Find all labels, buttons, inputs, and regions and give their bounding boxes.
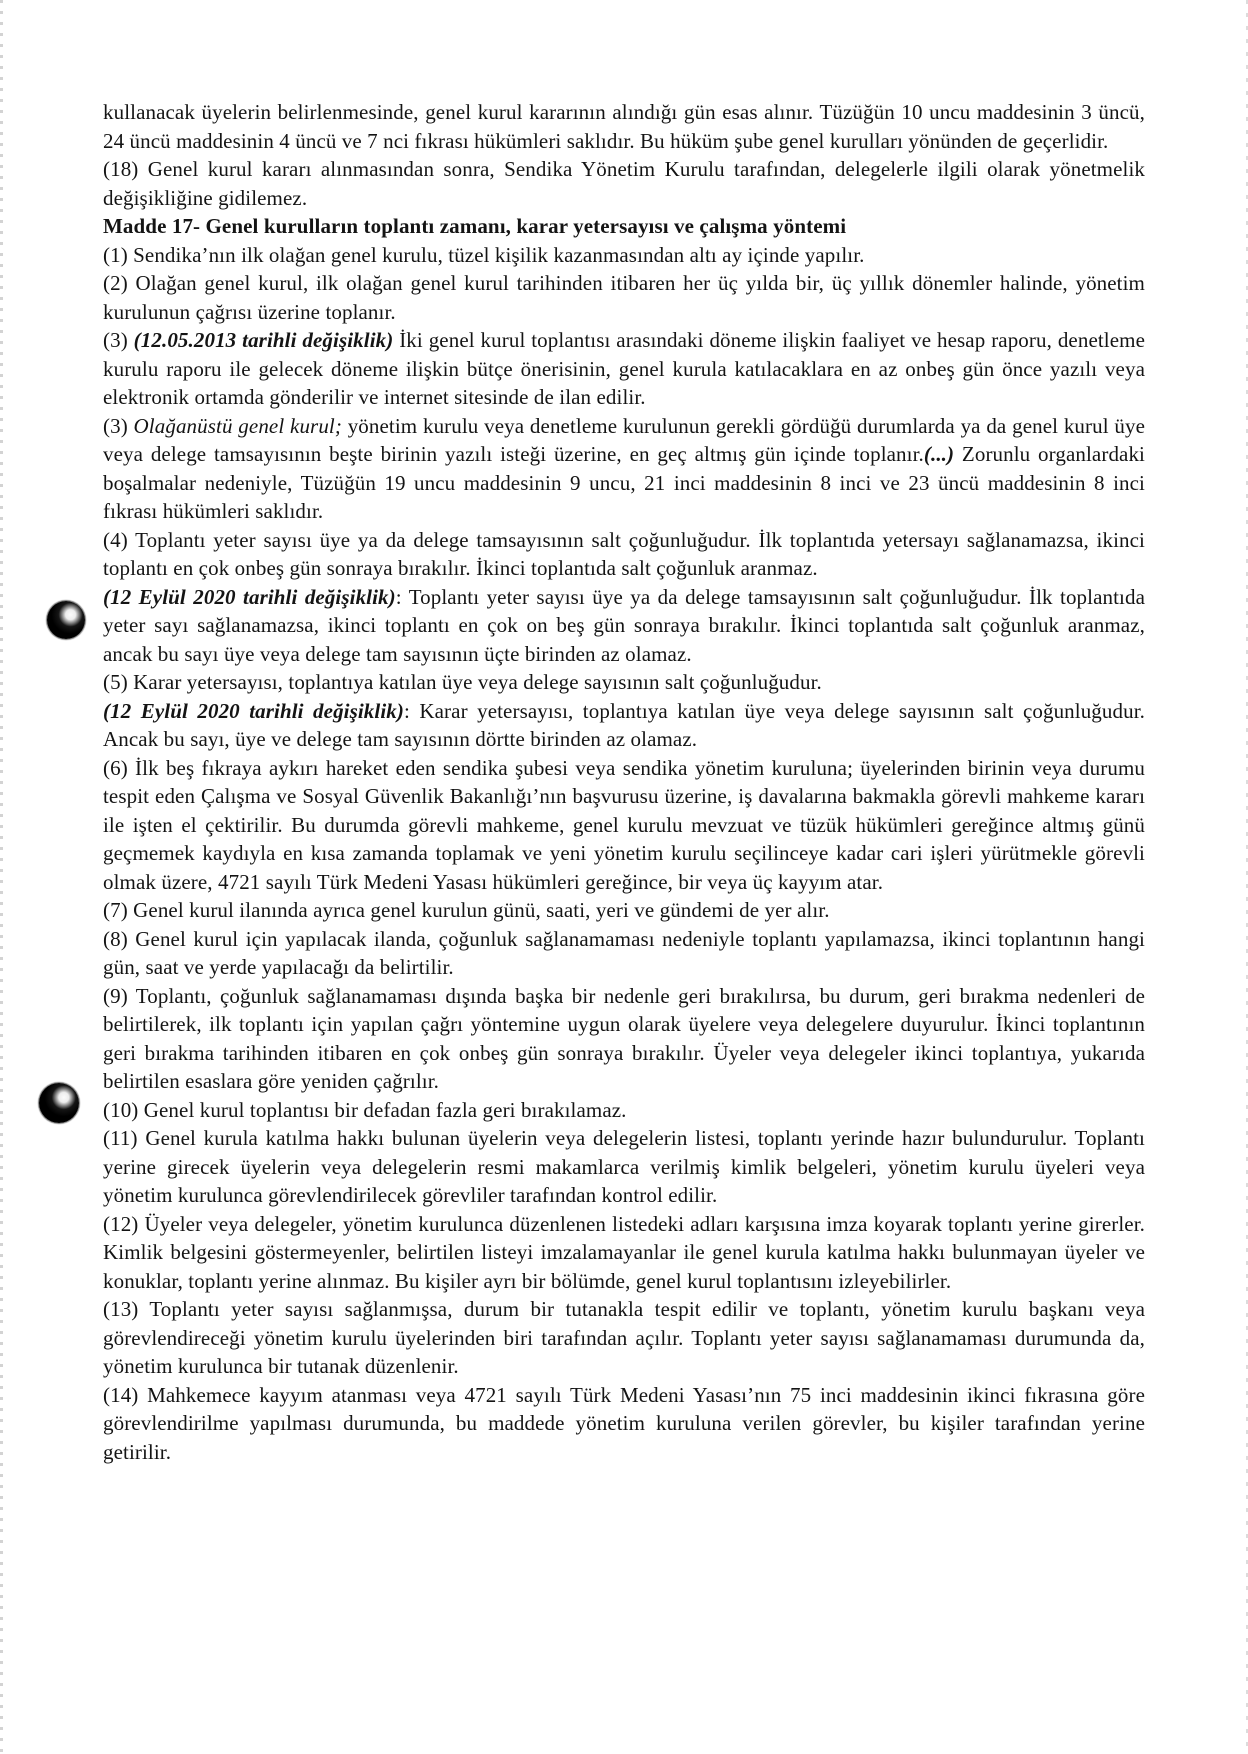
paragraph xyxy=(103,1124,1145,1210)
paragraph xyxy=(103,697,1145,754)
paragraph xyxy=(103,1381,1145,1467)
text-segment: (11) Genel kurula katılma hakkı bulunan üyelerin veya delegelerin listesi, toplantı yerinde hazır bulundurulur. Toplantı yerine girecek üyelerin veya delegelerin resmi makamlarca verilmiş kimlik belgeleri, yönetim kurulu üyeleri veya yönetim kurulunca görevlendirilecek görevliler tarafından kontrol edilir. xyxy=(103,1126,1145,1207)
text-segment: (12 Eylül 2020 tarihli değişiklik) xyxy=(103,584,396,609)
text-segment: kullanacak üyelerin belirlenmesinde, genel kurul kararının alındığı gün esas alınır. Tüzüğün 10 uncu maddesinin 3 üncü, 24 üncü maddesinin 4 üncü ve 7 nci fıkrası hükümleri saklıdır. Bu hüküm şube genel kurulları yönünden de geçerlidir. xyxy=(103,100,1145,153)
text-segment: Olağanüstü genel kurul; xyxy=(133,413,342,438)
text-segment: (6) İlk beş fıkraya aykırı hareket eden sendika şubesi veya sendika yönetim kuruluna; üyelerinden birinin veya durumu tespit eden Çalışma ve Sosyal Güvenlik Bakanlığı’nın başvurusu üzerine, iş davalarına bakmakla görevli mahkeme kararı ile işten el çektirilir. Bu durumda görevli mahkeme, genel kurulu mevzuat ve tüzük hükümleri gereğince altmış günü geçmemek kaydıyla en kısa zamanda toplamak ve yeni yönetim kurulu seçilinceye kadar cari işleri yürütmekle görevli olmak üzere, 4721 sayılı Türk Medeni Yasası hükümleri gereğince, bir veya üç kayyım atar. xyxy=(103,755,1145,894)
text-segment: (9) Toplantı, çoğunluk sağlanamaması dışında başka bir nedenle geri bırakılırsa, bu durum, geri bırakma nedenleri de belirtilerek, ilk toplantı için yapılan çağrı yöntemine uygun olarak üyelere veya delegelere duyurulur. İkinci toplantının geri bırakma tarihinden itibaren en çok onbeş gün sonraya bırakılır. Üyeler veya delegeler ikinci toplantıya, yukarıda belirtilen esaslara göre yeniden çağrılır. xyxy=(103,983,1145,1093)
paragraph xyxy=(103,526,1145,583)
paragraph xyxy=(103,241,1145,270)
paragraph xyxy=(103,668,1145,697)
text-segment: (3) xyxy=(103,413,134,438)
paragraph xyxy=(103,583,1145,669)
text-segment: (8) Genel kurul için yapılacak ilanda, çoğunluk sağlanamaması nedeniyle toplantı yapılamazsa, ikinci toplantının hangi gün, saat ve yerde yapılacağı da belirtilir. xyxy=(103,926,1145,979)
text-segment: (...) xyxy=(923,442,955,466)
text-segment: İki genel kurul toplantısı arasındaki döneme ilişkin faaliyet ve hesap raporu, denetleme kurulu raporu ile gelecek döneme ilişkin bütçe önerisinin, genel kurula katılacaklara en az onbeş gün önce yazılı veya elektronik ortamda gönderilir ve internet sitesinde de ilan edilir. xyxy=(103,328,1146,409)
text-segment: (10) Genel kurul toplantısı bir defadan fazla geri bırakılamaz. xyxy=(103,1097,627,1122)
text-segment: (12 Eylül 2020 tarihli değişiklik) xyxy=(103,698,404,723)
text-segment: (12.05.2013 tarihli değişiklik) xyxy=(133,328,394,352)
paragraph xyxy=(103,269,1145,326)
paragraph xyxy=(103,212,1145,241)
paragraph xyxy=(103,155,1145,212)
text-segment: Zorunlu organlardaki boşalmalar nedeniyle, Tüzüğün 19 uncu maddesinin 9 uncu, 21 inci maddesinin 8 inci ve 23 üncü maddesinin 8 inci fıkrası hükümleri saklıdır. xyxy=(103,442,1145,523)
paragraph xyxy=(103,925,1145,982)
text-segment: yönetim kurulu veya denetleme kurulunun gerekli gördüğü durumlarda ya da genel kurul üye veya delege tamsayısının beşte birinin yazılı isteği üzerine, en geç altmış gün içinde toplanır. xyxy=(103,413,1146,466)
hole-punch-mark xyxy=(39,1083,79,1123)
text-segment: (12) Üyeler veya delegeler, yönetim kurulunca düzenlenen listedeki adları karşısına imza koyarak toplantı yerine girerler. Kimlik belgesini göstermeyenler, belirtilen listeyi imzalamayanlar ile genel kurula katılma hakkı bulunmayan üyeler ve konuklar, toplantı yerine alınmaz. Bu kişiler ayrı bir bölümde, genel kurul toplantısını izleyebilirler. xyxy=(103,1211,1145,1293)
text-segment: (1) Sendika’nın ilk olağan genel kurulu, tüzel kişilik kazanmasından altı ay içinde yapılır. xyxy=(103,242,865,267)
text-segment: (7) Genel kurul ilanında ayrıca genel kurulun günü, saati, yeri ve gündemi de yer alır. xyxy=(103,898,830,922)
document-body xyxy=(103,98,1145,1466)
paragraph xyxy=(103,754,1145,897)
hole-punch-mark xyxy=(47,601,85,639)
text-segment: (5) Karar yetersayısı, toplantıya katılan üye veya delege sayısının salt çoğunluğudur. xyxy=(103,670,822,694)
paragraph xyxy=(103,326,1145,412)
text-segment: (4) Toplantı yeter sayısı üye ya da delege tamsayısının salt çoğunluğudur. İlk toplantıda yetersayı sağlanamazsa, ikinci toplantı en çok onbeş gün sonraya bırakılır. İkinci toplantıda salt çoğunluk aranmaz. xyxy=(103,527,1145,580)
text-segment: : Toplantı yeter sayısı üye ya da delege tamsayısının salt çoğunluğudur. İlk toplantıda yeter sayı sağlanamazsa, ikinci toplantı en çok on beş gün sonraya bırakılır. İkinci toplantıda salt çoğunluk aranmaz, ancak bu sayı üye veya delege tam sayısının üçte birinden az olamaz. xyxy=(103,584,1145,666)
paragraph xyxy=(103,1295,1145,1381)
scan-edge-left xyxy=(0,0,3,1754)
text-segment: (13) Toplantı yeter sayısı sağlanmışsa, durum bir tutanakla tespit edilir ve toplantı, yönetim kurulu başkanı veya görevlendireceği yönetim kurulu üyelerinden biri tarafından açılır. Toplantı yeter sayısı sağlanamaması durumunda da, yönetim kurulunca bir tutanak düzenlenir. xyxy=(103,1297,1145,1378)
text-segment: (2) Olağan genel kurul, ilk olağan genel kurul tarihinden itibaren her üç yılda bir, üç yıllık dönemler halinde, yönetim kurulunun çağrısı üzerine toplanır. xyxy=(103,271,1145,324)
paragraph xyxy=(103,1210,1145,1296)
paragraph xyxy=(103,982,1145,1096)
text-segment: (14) Mahkemece kayyım atanması veya 4721 sayılı Türk Medeni Yasası’nın 75 inci maddesinin ikinci fıkrasına göre görevlendirilme yapılması durumunda, bu maddede yönetim kuruluna verilen görevler, bu kişiler tarafından yerine getirilir. xyxy=(103,1382,1145,1464)
text-segment: Madde 17- Genel kurulların toplantı zamanı, karar yetersayısı ve çalışma yöntemi xyxy=(103,214,847,238)
text-segment: (3) xyxy=(103,328,134,352)
paragraph xyxy=(103,98,1145,155)
paragraph xyxy=(103,1096,1145,1125)
paragraph xyxy=(103,412,1145,526)
paragraph xyxy=(103,896,1145,925)
text-segment: (18) Genel kurul kararı alınmasından sonra, Sendika Yönetim Kurulu tarafından, delegelerle ilgili olarak yönetmelik değişikliğine gidilemez. xyxy=(103,157,1145,210)
text-segment: : Karar yetersayısı, toplantıya katılan üye veya delege sayısının salt çoğunluğudur. Ancak bu sayı, üye ve delege tam sayısının dörtte birinden az olamaz. xyxy=(103,698,1145,751)
